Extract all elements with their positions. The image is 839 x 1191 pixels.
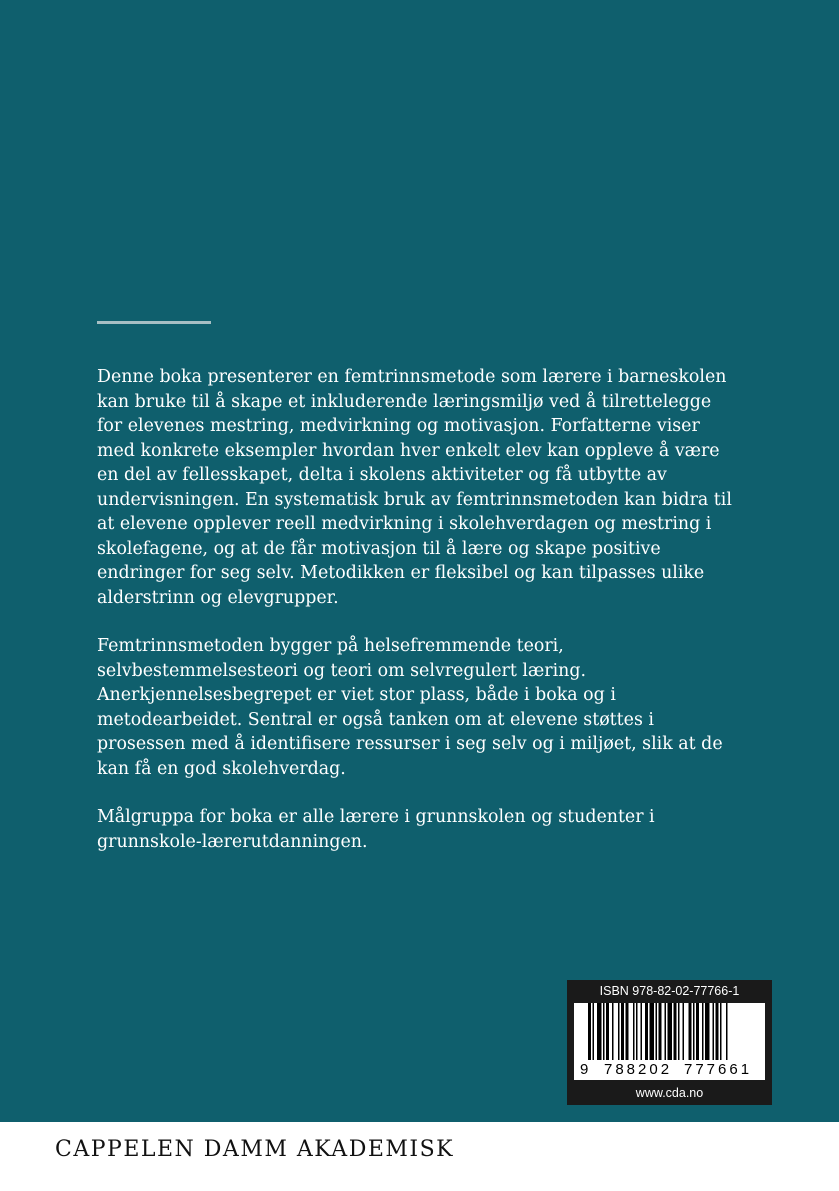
barcode-bar (716, 1003, 719, 1060)
barcode-bar (713, 1003, 715, 1060)
blurb-text (97, 365, 737, 854)
isbn-box (567, 980, 772, 1105)
barcode-bar (641, 1003, 643, 1060)
barcode-bar (702, 1003, 704, 1060)
barcode-bar (668, 1003, 673, 1060)
barcode-bar (674, 1003, 677, 1060)
decorative-rule (97, 321, 211, 324)
barcode-bar (693, 1003, 695, 1060)
publisher-logo: CAPPELEN DAMM AKADEMISK (55, 1137, 455, 1162)
barcode-bar (645, 1003, 648, 1060)
blurb-paragraph: Femtrinnsmetoden bygger på helsefremmende teori, selvbestemmelsesteori og teori om selvregulert læring. Anerkjennelsesbegrepet er viet stor plass, både i boka og i metodearbeidet. Sentral er også tanken om at elevene støttes i prosessen med å identifisere ressurser i seg selv og i miljøet, slik at de kan få en god skolehverdag. (97, 636, 723, 779)
barcode-bar (665, 1003, 667, 1060)
isbn-digit-group-2: 777661 (684, 1061, 753, 1078)
barcode-bar (650, 1003, 655, 1060)
barcode-icon (574, 1003, 765, 1060)
barcode-bar (705, 1003, 710, 1060)
blurb-paragraph: Denne boka presenterer en femtrinnsmetode som lærere i barneskolen kan bruke til å skape et inkluderende læringsmiljø ved å tilrettelegge for elevenes mestring, medvirkning og motivasjon. Forfatterne viser med konkrete eksempler hvordan hver enkelt elev kan oppleve å være en del av fellesskapet, delta i skolens aktiviteter og få utbytte av undervisningen. En systematisk bruk av femtrinnsmetoden kan bidra til at elevene opplever reell medvirkning i skolehverdagen og mestring i skolefagene, og at de får motivasjon til å lære og skape positive endringer for seg selv. Metodikken er fleksibel og kan tilpasses ulike alderstrinn og elevgrupper. (97, 367, 732, 608)
barcode-bar (603, 1003, 605, 1060)
barcode-bar (659, 1003, 662, 1060)
barcode-bar (612, 1003, 614, 1060)
barcode-bar (726, 1003, 728, 1060)
blurb-paragraph: Målgruppa for boka er alle lærere i grunnskolen og studenter i grunnskole-lærerutdanningen. (97, 807, 655, 852)
barcode-bar (696, 1003, 699, 1060)
barcode-bar (683, 1003, 685, 1060)
barcode-bar (593, 1003, 595, 1060)
barcode-bar (606, 1003, 609, 1060)
barcode-bar (678, 1003, 680, 1060)
barcode-bar (656, 1003, 658, 1060)
isbn-digit-group-1: 788202 (604, 1061, 673, 1078)
barcode-bar (720, 1003, 722, 1060)
barcode-bar (689, 1003, 692, 1060)
barcode-bar (636, 1003, 638, 1060)
website-link[interactable]: www.cda.no (635, 1086, 704, 1100)
barcode-bar (621, 1003, 624, 1060)
isbn-label: ISBN 978-82-02-77766-1 (599, 984, 740, 998)
isbn-digit-first: 9 (580, 1061, 589, 1078)
barcode-panel (574, 1003, 765, 1060)
barcode-bar (597, 1003, 602, 1060)
barcode-bar (633, 1003, 635, 1060)
isbn-digits (574, 1060, 765, 1080)
barcode-bar (588, 1003, 591, 1060)
barcode-bar (618, 1003, 620, 1060)
barcode-bar (626, 1003, 629, 1060)
